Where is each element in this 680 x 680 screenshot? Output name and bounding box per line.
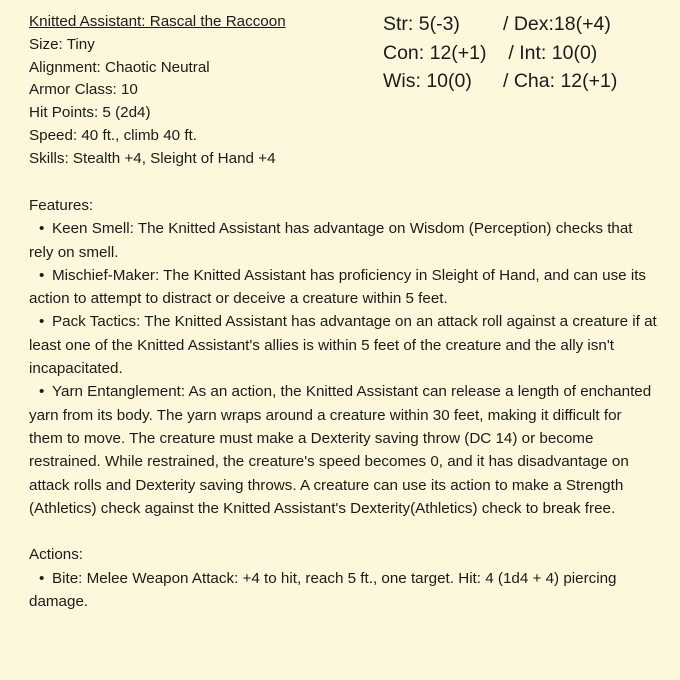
feature-text: Keen Smell: The Knitted Assistant has advantage on Wisdom (Perception) checks that rely on smell.	[29, 220, 633, 261]
bullet-icon: •	[39, 266, 45, 284]
feature-item	[29, 310, 659, 380]
bullet-icon: •	[39, 383, 45, 401]
speed-line: Speed: 40 ft., climb 40 ft.	[29, 126, 197, 144]
creature-basics	[29, 11, 286, 171]
cha-score: / Cha: 12(+1)	[503, 70, 618, 92]
feature-text: Yarn Entanglement: As an action, the Knitted Assistant can release a length of enchanted yarn from its body. The yarn wraps around a creature within 30 feet, making it difficult for them to move. The creature must make a Dexterity saving throw (DC 14) or become restrained. While restrained, the creature's speed becomes 0, and it has disadvantage on attack rolls and Dexterity saving throws. A creature can use its action to make a Strength (Athletics) check against the Knitted Assistant's Dexterity(Athletics) check to break free.	[29, 383, 652, 517]
bullet-icon: •	[39, 313, 45, 331]
action-item	[29, 567, 659, 614]
dex-score: / Dex:18(+4)	[503, 13, 611, 35]
ability-row	[383, 10, 617, 39]
feature-text: Mischief-Maker: The Knitted Assistant has proficiency in Sleight of Hand, and can use its action to attempt to distract or deceive a creature within 5 feet.	[29, 266, 647, 308]
hit-points-line: Hit Points: 5 (2d4)	[29, 104, 151, 122]
feature-item	[29, 217, 659, 264]
section-spacer	[29, 520, 659, 543]
wis-score: Wis: 10(0)	[383, 70, 472, 92]
bullet-icon: •	[39, 220, 45, 238]
stat-block-body	[29, 194, 659, 613]
ability-scores	[383, 10, 617, 96]
features-heading: Features:	[29, 197, 94, 214]
int-score: / Int: 10(0)	[503, 41, 598, 64]
feature-text: Pack Tactics: The Knitted Assistant has advantage on an attack roll against a creature if at least one of the Knitted Assistant's allies is within 5 feet of the creature and the ally isn't incapacitated.	[29, 313, 657, 378]
ability-row	[383, 39, 617, 68]
str-score: Str: 5(-3)	[383, 13, 460, 35]
skills-line: Skills: Stealth +4, Sleight of Hand +4	[29, 149, 276, 167]
feature-item	[29, 264, 659, 311]
bullet-icon: •	[39, 569, 45, 587]
action-text: Bite: Melee Weapon Attack: +4 to hit, reach 5 ft., one target. Hit: 4 (1d4 + 4) piercing damage.	[29, 569, 617, 611]
alignment-line: Alignment: Chaotic Neutral	[29, 58, 210, 76]
actions-heading: Actions:	[29, 546, 84, 564]
armor-class-line: Armor Class: 10	[29, 81, 138, 99]
con-score: Con: 12(+1)	[383, 41, 487, 64]
creature-title: Knitted Assistant: Rascal the Raccoon	[29, 13, 286, 30]
feature-item	[29, 380, 659, 520]
ability-row	[383, 67, 617, 96]
size-line: Size: Tiny	[29, 35, 95, 53]
